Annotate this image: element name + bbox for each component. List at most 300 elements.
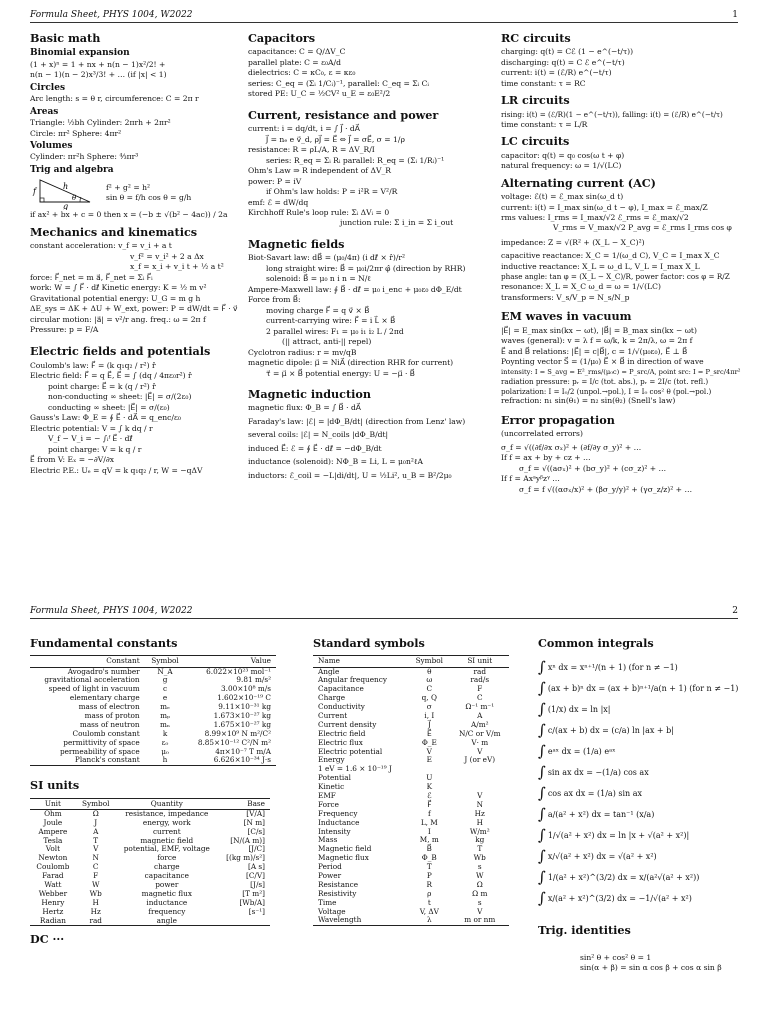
table-cell: [J/C]: [248, 844, 265, 854]
integral-sign-icon: ∫: [538, 784, 546, 803]
table-cell: elementary charge: [69, 693, 140, 703]
formula-mag-11: magnetic dipole: μ⃗ = NiA⃗ (direction RHR for current): [248, 358, 454, 368]
table-cell: Voltage: [318, 906, 346, 916]
formula-quadratic: if ax² + bx + c = 0 then x = (−b ± √(b² − 4ac)) / 2a: [30, 210, 228, 220]
formula-ef-1: Coulomb's law: F⃗ = (k q₁q₂ / r²) r̂: [30, 360, 156, 370]
formula-cap-3: dielectrics: C = κC₀, ε = κε₀: [248, 68, 356, 78]
table-cell: 3.00×10⁸ m/s: [220, 684, 271, 694]
formula-ac-1: voltage: ℰ(t) = ℰ_max sin(ω_d t): [501, 192, 624, 202]
integral-sign-icon: ∫: [538, 826, 546, 845]
formula-ac-3: rms values: I_rms = I_max/√2 ℰ_rms = ℰ_max/√2: [501, 212, 689, 222]
formula-cur-7: if Ohm's law holds: P = i²R = V²/R: [266, 187, 398, 197]
column-header: Symbol: [145, 656, 186, 667]
integral-expression: 1/(a² + x²)^(3/2) dx = x/(a²√(a² + x²)): [547, 872, 700, 882]
formula-err-6: σ_f = f √((ασₓ/x)² + (βσ_y/y)² + (γσ_z/z)² + …: [519, 484, 693, 494]
formula-err-5: If f = Axᵃyᵝzᵞ …: [501, 474, 560, 484]
table-cell: force: [157, 853, 177, 863]
table-cell: ρ: [427, 888, 432, 898]
table-cell: Newton: [38, 853, 68, 863]
formula-ef-2: Electric field: F⃗ = q E⃗, E⃗ = ∫ (dq / 4πε₀r²) r̂: [30, 371, 192, 381]
table-cell: Φ_E: [421, 737, 437, 747]
table-cell: [s⁻¹]: [248, 906, 265, 916]
table-cell: H: [476, 817, 483, 827]
formula-binomial-1: (1 + x)ⁿ = 1 + nx + n(n − 1)x²/2! +: [30, 59, 166, 69]
header-title: Formula Sheet, PHYS 1004, W2022: [30, 606, 193, 616]
table-cell: Ampere: [38, 826, 68, 836]
formula-ef-11: Electric P.E.: Uₑ = qV = k q₁q₂ / r, W = −qΔV: [30, 465, 203, 475]
section-title-capacitors: Capacitors: [248, 31, 316, 45]
formula-mag-2: long straight wire: B⃗ = μ₀i/2πr φ̂ (direction by RHR): [266, 263, 466, 273]
column-right: [501, 27, 741, 495]
formula-ac-7: inductive reactance: X_L = ω_d L, V_L = I_max X_L: [501, 261, 700, 271]
integral-expression: (1/x) dx = ln |x|: [547, 704, 611, 714]
table-cell: V, ΔV: [419, 906, 439, 916]
table-cell: V: [477, 790, 483, 800]
section-title-magnetic-fields: Magnetic fields: [248, 236, 345, 251]
integral-expression: (ax + b)ⁿ dx = (ax + b)ⁿ⁺¹/a(n + 1) (for n ≠ −1): [547, 683, 739, 693]
formula-cur-8: emf: ℰ = dW/dq: [248, 197, 309, 207]
table-cell: 8.85×10⁻¹² C²/N m²: [197, 737, 271, 747]
formula-mech-8: circular motion: |a⃗| = v²/r ang. freq.: ω = 2π f: [30, 314, 206, 324]
table-cell: K: [426, 782, 433, 792]
table-cell: Resistance: [318, 879, 359, 889]
integral-sign-icon: ∫: [538, 700, 546, 719]
table-cell: Ohm: [44, 808, 62, 818]
table-cell: 9.11×10⁻³¹ kg: [218, 702, 271, 712]
integral-formula: [538, 804, 743, 825]
table-cell: m or nm: [451, 916, 509, 925]
formula-circles: Arc length: s = θ r, circumference: C = 2π r: [30, 94, 199, 104]
formula-areas-1: Triangle: ½bh Cylinder: 2πrh + 2πr²: [30, 118, 171, 128]
table-cell: [C/V]: [245, 871, 265, 881]
table-cell: magnetic field: [140, 835, 194, 845]
table-cell: [451, 774, 509, 783]
formula-ind-5: inductance (solenoid): NΦ_B = Li, L = μ₀n²ℓA: [248, 457, 424, 467]
table-cell: Wb: [89, 888, 102, 898]
table-cell: g: [162, 675, 168, 685]
table-cell: 9.81 m/s²: [236, 675, 271, 685]
table-cell: magnetic flux: [141, 888, 192, 898]
section-title-current: Current, resistance and power: [248, 107, 439, 122]
column-header: Constant: [30, 656, 145, 667]
header-title: Formula Sheet, PHYS 1004, W2022: [30, 10, 193, 20]
formula-ind-2: Faraday's law: |ℰ| = |dΦ_B/dt| (direction from Lenz' law): [248, 416, 466, 426]
integral-sign-icon: ∫: [538, 742, 546, 761]
formula-ac-4: V_rms = V_max/√2 P_avg = ℰ_rms I_rms cos φ: [553, 223, 732, 233]
formula-cur-3: resistance: R = ρL/A, R = ΔV_R/I: [248, 145, 375, 155]
formula-mech-3: x_f = x_i + v_i t + ½ a t²: [130, 262, 224, 272]
table-cell: H: [92, 897, 99, 907]
formula-mag-8: 2 parallel wires: F₁ = μ₀ i₁ i₂ L / 2πd: [266, 326, 404, 336]
table-cell: Joule: [43, 817, 63, 827]
formula-mag-6: moving charge F⃗ = q v⃗ × B⃗: [266, 305, 370, 315]
formula-lc-2: natural frequency: ω = 1/√(LC): [501, 161, 622, 171]
formula-ind-3: several coils: |ℰ| = N_coils |dΦ_B/dt|: [248, 430, 389, 440]
table-cell: R: [426, 879, 433, 889]
integral-formula: [538, 867, 743, 888]
table-cell: mₚ: [160, 710, 170, 720]
trig-block: [30, 176, 235, 210]
table-cell: resistance, impedance: [125, 808, 209, 818]
formula-mag-7: current-carrying wire: F⃗ = i L⃗ × B⃗: [266, 316, 396, 326]
table-cell: ℰ: [427, 790, 432, 800]
table-cell: [N m]: [243, 817, 265, 827]
section-title-trig-identities: Trig. identities: [538, 923, 631, 938]
table-cell: Φ_B: [421, 853, 437, 863]
formula-em-3: E⃗ and B⃗ relations: |E⃗| = c|B⃗|, c = 1/√(μ₀ε₀), E⃗ ⊥ B⃗: [501, 346, 688, 356]
table-cell: C: [476, 693, 483, 703]
integrals-list: [538, 657, 743, 909]
subsection-circles: Circles: [30, 82, 66, 93]
integral-formula: [538, 657, 743, 678]
table-cell: C: [92, 862, 99, 872]
table-cell: λ: [408, 916, 450, 925]
formula-mag-5: Force from B⃗:: [248, 295, 301, 305]
table-cell: W: [476, 871, 484, 880]
integral-sign-icon: ∫: [538, 721, 546, 740]
section-title-si-units: SI units: [30, 778, 80, 793]
table-cell: [Wb/A]: [239, 897, 265, 907]
triangle-label-theta: θ: [72, 194, 77, 203]
table-cell: V: [477, 906, 483, 916]
subsection-areas: Areas: [30, 106, 59, 117]
table-cell: speed of light in vacuum: [48, 684, 140, 694]
formula-ind-6: inductors: ℰ_coil = −L|di/dt|, U = ½Li², u_B = B²/2μ₀: [248, 470, 452, 480]
table-cell: N: [476, 799, 483, 809]
table-cell: Current: [318, 710, 348, 720]
symbol-row: [313, 916, 509, 925]
table-cell: Ω m: [472, 888, 488, 898]
triangle-label-f: f: [33, 187, 36, 197]
table-cell: 1.673×10⁻²⁷ kg: [213, 710, 271, 720]
formula-cur-1: current: i = dq/dt, i = ∫ J⃗ · dA⃗: [248, 124, 360, 134]
section-title-basic-math: Basic math: [30, 31, 101, 45]
column-header: Quantity: [116, 798, 218, 809]
table-cell: t: [427, 897, 431, 907]
table-cell: Wavelength: [313, 916, 408, 925]
table-header-row: [30, 656, 276, 667]
table-cell: Hz: [474, 808, 485, 818]
formula-mech-7: ΔE_sys = ΔK + ΔU + W_ext, power: P = dW/dt = F⃗ · v⃗: [30, 304, 238, 314]
column-header: SI unit: [451, 656, 509, 667]
table-cell: V: [93, 844, 99, 854]
page-number: 1: [732, 10, 738, 20]
formula-ef-3: point charge: E⃗ = k (q / r²) r̂: [48, 381, 156, 391]
table-cell: ω: [426, 675, 433, 685]
subsection-trig: Trig and algebra: [30, 164, 114, 175]
table-cell: Coulomb: [36, 862, 70, 872]
table-cell: 1.675×10⁻²⁷ kg: [213, 719, 271, 729]
table-cell: angle: [116, 917, 218, 926]
table-cell: Hz: [90, 906, 101, 916]
formula-binomial-2: n(n − 1)(n − 2)x³/3! + … (if |x| < 1): [30, 70, 167, 80]
formula-err-3: If f = ax + by + cz + …: [501, 453, 591, 463]
integral-formula: [538, 783, 743, 804]
column-middle: [313, 632, 513, 926]
table-cell: EMF: [318, 790, 336, 800]
integral-expression: c/(ax + b) dx = (c/a) ln |ax + b|: [547, 725, 674, 735]
formula-cur-4: series: R_eq = Σᵢ Rᵢ parallel: R_eq = (Σᵢ 1/Rᵢ)⁻¹: [266, 155, 445, 165]
table-cell: Coulomb constant: [72, 728, 140, 738]
table-cell: [218, 917, 270, 926]
table-cell: Ω⁻¹ m⁻¹: [465, 702, 495, 712]
formula-mech-2: v_f² = v_i² + 2 a Δx: [130, 251, 204, 261]
formula-ac-10: transformers: V_s/V_p = N_s/N_p: [501, 292, 630, 302]
formula-ef-10: E⃗ from V: Eₓ = −∂V/∂x: [30, 455, 115, 465]
table-cell: ε₀: [161, 737, 169, 747]
integral-formula: [538, 762, 743, 783]
formula-cur-6: power: P = iV: [248, 176, 302, 186]
formula-ac-9: resonance: X_L = X_C ω_d = ω = 1/√(LC): [501, 282, 661, 292]
table-cell: rad: [76, 917, 116, 926]
column-header: Symbol: [408, 656, 450, 667]
table-cell: E⃗: [426, 728, 432, 738]
table-cell: energy, work: [142, 817, 191, 827]
table-cell: N/C or V/m: [458, 728, 501, 738]
section-title-lr: LR circuits: [501, 93, 570, 108]
formula-em-1: |E⃗| = E_max sin(kx − ωt), |B⃗| = B_max sin(kx − ωt): [501, 325, 697, 335]
formula-ind-4: induced E⃗: ℰ = ∮ E⃗ · dℓ⃗ = −dΦ_B/dt: [248, 443, 382, 453]
formula-ac-5: impedance: Z = √(R² + (X_L − X_C)²): [501, 237, 645, 247]
table-cell: Power: [318, 871, 342, 880]
section-title-magnetic-induction: Magnetic induction: [248, 387, 371, 402]
formula-mag-9: (|| attract, anti-|| repel): [282, 337, 372, 347]
table-cell: Magnetic flux: [318, 853, 369, 863]
section-title-cut-off: DC ···: [30, 932, 65, 947]
table-cell: permittivity of space: [63, 737, 140, 747]
table-cell: Current density: [318, 719, 377, 729]
table-cell: I: [427, 826, 431, 836]
column-right: [538, 632, 743, 974]
page-number: 2: [732, 606, 738, 616]
table-cell: 6.626×10⁻³⁴ J·s: [185, 756, 276, 765]
table-cell: Angle: [318, 666, 340, 676]
table-cell: N: [92, 853, 99, 863]
formula-ac-8: phase angle: tan φ = (X_L − X_C)/R, power factor: cos φ = R/Z: [501, 272, 730, 282]
table-cell: inductance: [146, 897, 188, 907]
table-cell: mₑ: [160, 702, 170, 712]
section-title-electric-fields: Electric fields and potentials: [30, 344, 211, 359]
integral-sign-icon: ∫: [538, 847, 546, 866]
table-cell: Charge: [318, 693, 346, 703]
table-cell: Resistivity: [318, 888, 357, 898]
table-cell: permeability of space: [59, 746, 140, 756]
table-cell: capacitance: [144, 871, 189, 881]
formula-cap-2: parallel plate: C = ε₀A/d: [248, 57, 341, 67]
formula-areas-2: Circle: πr² Sphere: 4πr²: [30, 128, 122, 138]
formula-rc-1: charging: q(t) = Cℰ (1 − e^(−t/τ)): [501, 47, 634, 57]
formula-ind-1: magnetic flux: Φ_B = ∫ B⃗ · dA⃗: [248, 403, 362, 413]
integral-expression: x/(a² + x²)^(3/2) dx = −1/√(a² + x²): [547, 893, 692, 903]
integral-expression: cos ax dx = (1/a) sin ax: [547, 788, 642, 798]
formula-mag-10: Cyclotron radius: r = mv/qB: [248, 347, 357, 357]
table-cell: Farad: [42, 871, 64, 881]
table-cell: T: [93, 835, 99, 845]
formula-mech-4: force: F⃗_net = m a⃗, F⃗_net = Σᵢ F⃗ᵢ: [30, 272, 153, 282]
table-cell: potential, EMF, voltage: [123, 844, 210, 854]
formula-cap-5: stored PE: U_C = ½CV² u_E = ε₀E²/2: [248, 89, 391, 99]
table-cell: Kinetic: [318, 782, 345, 792]
table-cell: rad: [473, 666, 487, 676]
formula-mag-3: solenoid: B⃗ = μ₀ n i n = N/ℓ: [266, 274, 371, 284]
formula-mech-6: Gravitational potential energy: U_G = m g h: [30, 293, 201, 303]
table-cell: T: [426, 862, 432, 872]
formula-mag-1: Biot-Savart law: dB⃗ = (μ₀/4π) (i dℓ⃗ × r̂)/r²: [248, 253, 406, 263]
formula-cap-1: capacitance: C = Q/ΔV_C: [248, 47, 346, 57]
table-cell: U: [426, 773, 433, 783]
section-title-ac: Alternating current (AC): [501, 175, 656, 190]
integral-expression: sin ax dx = −(1/a) cos ax: [547, 767, 649, 777]
section-title-constants: Fundamental constants: [30, 636, 178, 650]
table-cell: L, M: [420, 817, 438, 827]
table-header-row: [30, 798, 270, 809]
table-cell: Webber: [38, 888, 68, 898]
column-header: Base: [218, 798, 270, 809]
column-middle: [248, 27, 493, 481]
formula-em-8: refraction: n₁ sin(θ₁) = n₂ sin(θ₂) (Snell's law): [501, 396, 676, 406]
table-cell: mass of neutron: [79, 719, 140, 729]
formula-mag-12: τ⃗ = μ⃗ × B⃗ potential energy: U = −μ⃗ · B⃗: [266, 368, 415, 378]
integral-expression: xⁿ dx = xⁿ⁺¹/(n + 1) (for n ≠ −1): [547, 662, 678, 672]
table-cell: [A s]: [247, 862, 265, 872]
table-cell: Electric flux: [318, 737, 363, 747]
integral-formula: [538, 888, 743, 909]
table-cell: Conductivity: [318, 702, 365, 712]
table-cell: Wb: [473, 853, 486, 863]
table-cell: V: [477, 746, 483, 756]
table-cell: σ: [426, 702, 432, 712]
triangle-label-h: h: [63, 182, 69, 192]
table-cell: M, m: [419, 835, 439, 845]
table-cell: power: [155, 879, 179, 889]
table-cell: Henry: [41, 897, 65, 907]
integral-expression: a/(a² + x²) dx = tan⁻¹ (x/a): [547, 809, 655, 819]
table-cell: k: [162, 728, 168, 738]
table-cell: f: [427, 808, 431, 818]
table-cell: F: [93, 871, 99, 881]
table-cell: T: [477, 844, 483, 854]
formula-em-7: polarization: I = I₀/2 (unpol.→pol.), I = I₀ cos² θ (pol.→pol.): [501, 386, 712, 396]
formula-ef-8: V_f − V_i = − ∫ᵢᶠ E⃗ · dℓ⃗: [48, 434, 133, 444]
column-left: [30, 632, 280, 949]
table-cell: Volt: [45, 844, 61, 854]
formula-lc-1: capacitor: q(t) = q₀ cos(ω t + φ): [501, 150, 625, 160]
table-cell: [451, 765, 509, 774]
symbols-table: [313, 655, 509, 926]
table-cell: mass of electron: [78, 702, 140, 712]
integral-expression: 1/√(a² + x²) dx = ln |x + √(a² + x²)|: [547, 830, 690, 840]
right-triangle-diagram: [30, 176, 98, 210]
table-cell: F⃗: [427, 799, 432, 809]
column-header: Value: [185, 656, 276, 667]
table-cell: s: [477, 862, 482, 872]
table-cell: W/m²: [469, 826, 490, 836]
section-title-error-propagation: Error propagation: [501, 412, 615, 427]
table-cell: E: [426, 755, 432, 765]
table-cell: s: [477, 897, 482, 907]
table-cell: current: [152, 826, 181, 836]
table-cell: 8.99×10⁹ N m²/C²: [204, 728, 271, 738]
integral-formula: [538, 825, 743, 846]
formula-cur-5: Ohm's Law ⇒ R independent of ΔV_R: [248, 166, 392, 176]
formula-lr-1: rising: i(t) = (ℰ/R)(1 − e^(−t/τ)), falling: i(t) = (ℰ/R) e^(−t/τ): [501, 109, 723, 119]
constants-table: [30, 655, 276, 766]
table-cell: rad/s: [470, 675, 490, 685]
table-cell: 1 eV = 1.6 × 10⁻¹⁹ J: [318, 764, 392, 774]
integral-sign-icon: ∫: [538, 805, 546, 824]
section-title-em-waves: EM waves in vacuum: [501, 309, 632, 324]
table-cell: Angular frequency: [318, 675, 387, 685]
formula-mech-5: work: W = ∫ F⃗ · dℓ⃗ Kinetic energy: K = ½ m v²: [30, 283, 207, 293]
formula-ef-6: Gauss's Law: Φ_E = ∮ E⃗ · dA⃗ = q_enc/ε₀: [30, 413, 181, 423]
header-rule: [30, 22, 738, 23]
table-cell: Tesla: [43, 835, 63, 845]
table-cell: Intensity: [318, 826, 351, 836]
integral-formula: [538, 846, 743, 867]
table-cell: μ₀: [161, 746, 169, 756]
formula-trig-1: sin² θ + cos² θ = 1: [580, 952, 652, 962]
table-cell: i, I: [424, 710, 435, 720]
subsection-binomial: Binomial expansion: [30, 48, 130, 59]
si-unit-row: [30, 917, 270, 926]
table-cell: A: [93, 826, 99, 836]
table-cell: A/m²: [470, 719, 489, 729]
formula-err-4: σ_f = √((aσₓ)² + (bσ_y)² + (cσ_z)² + …: [519, 463, 667, 473]
integral-sign-icon: ∫: [538, 868, 546, 887]
section-title-standard-symbols: Standard symbols: [313, 636, 425, 650]
integral-expression: x/√(a² + x²) dx = √(a² + x²): [547, 851, 657, 861]
table-cell: C: [426, 684, 433, 694]
table-cell: A: [477, 710, 483, 720]
formula-ef-5: conducting ∞ sheet: |E⃗| = σ/(ε₀): [48, 402, 170, 412]
table-cell: Watt: [44, 879, 62, 889]
table-cell: F: [477, 684, 483, 694]
table-cell: [T m²]: [242, 888, 265, 898]
integral-sign-icon: ∫: [538, 679, 546, 698]
table-cell: Potential: [318, 773, 351, 783]
table-cell: frequency: [148, 906, 186, 916]
table-cell: B⃗: [426, 844, 432, 854]
integral-expression: eᵃˣ dx = (1/a) eᵃˣ: [547, 746, 616, 756]
table-cell: mass of proton: [84, 710, 140, 720]
table-cell: Frequency: [318, 808, 358, 818]
table-cell: Avogadro's number: [67, 666, 140, 676]
table-cell: q, Q: [421, 693, 437, 703]
formula-mag-4: Ampere-Maxwell law: ∮ B⃗ · dℓ⃗ = μ₀ i_enc + μ₀ε₀ dΦ_E/dt: [248, 284, 462, 294]
table-cell: Planck's constant: [30, 756, 145, 765]
table-cell: Electric field: [318, 728, 366, 738]
formula-mech-9: Pressure: p = F/A: [30, 324, 99, 334]
integral-sign-icon: ∫: [538, 763, 546, 782]
header-rule: [30, 618, 738, 619]
formula-em-5: intensity: I = S_avg = E²_rms/(μ₀c) = P_src/A, point src: I = P_src/4πr²: [501, 367, 741, 376]
integral-sign-icon: ∫: [538, 658, 546, 677]
formula-lr-2: time constant: τ = L/R: [501, 119, 588, 129]
table-cell: 6.022×10²³ mol⁻¹: [206, 666, 271, 676]
formula-em-4: Poynting vector S⃗ = (1/μ₀) E⃗ × B⃗ in direction of wave: [501, 357, 704, 367]
si-unit-row: [30, 908, 270, 917]
column-header: Unit: [30, 798, 76, 809]
table-cell: [J/s]: [250, 879, 265, 889]
integral-formula: [538, 699, 743, 720]
formula-cur-9: Kirchhoff Rule's loop rule: Σᵢ ΔVᵢ = 0: [248, 208, 390, 217]
subsection-volumes: Volumes: [30, 141, 73, 152]
formula-cur-10: junction rule: Σ i_in = Σ i_out: [340, 218, 454, 228]
formula-ef-7: Electric potential: V = ∫ k dq / r: [30, 423, 153, 433]
table-cell: 1.602×10⁻¹⁹ C: [217, 693, 271, 703]
table-cell: 4π×10⁻⁷ T m/A: [215, 746, 271, 756]
column-header: Symbol: [76, 798, 116, 809]
